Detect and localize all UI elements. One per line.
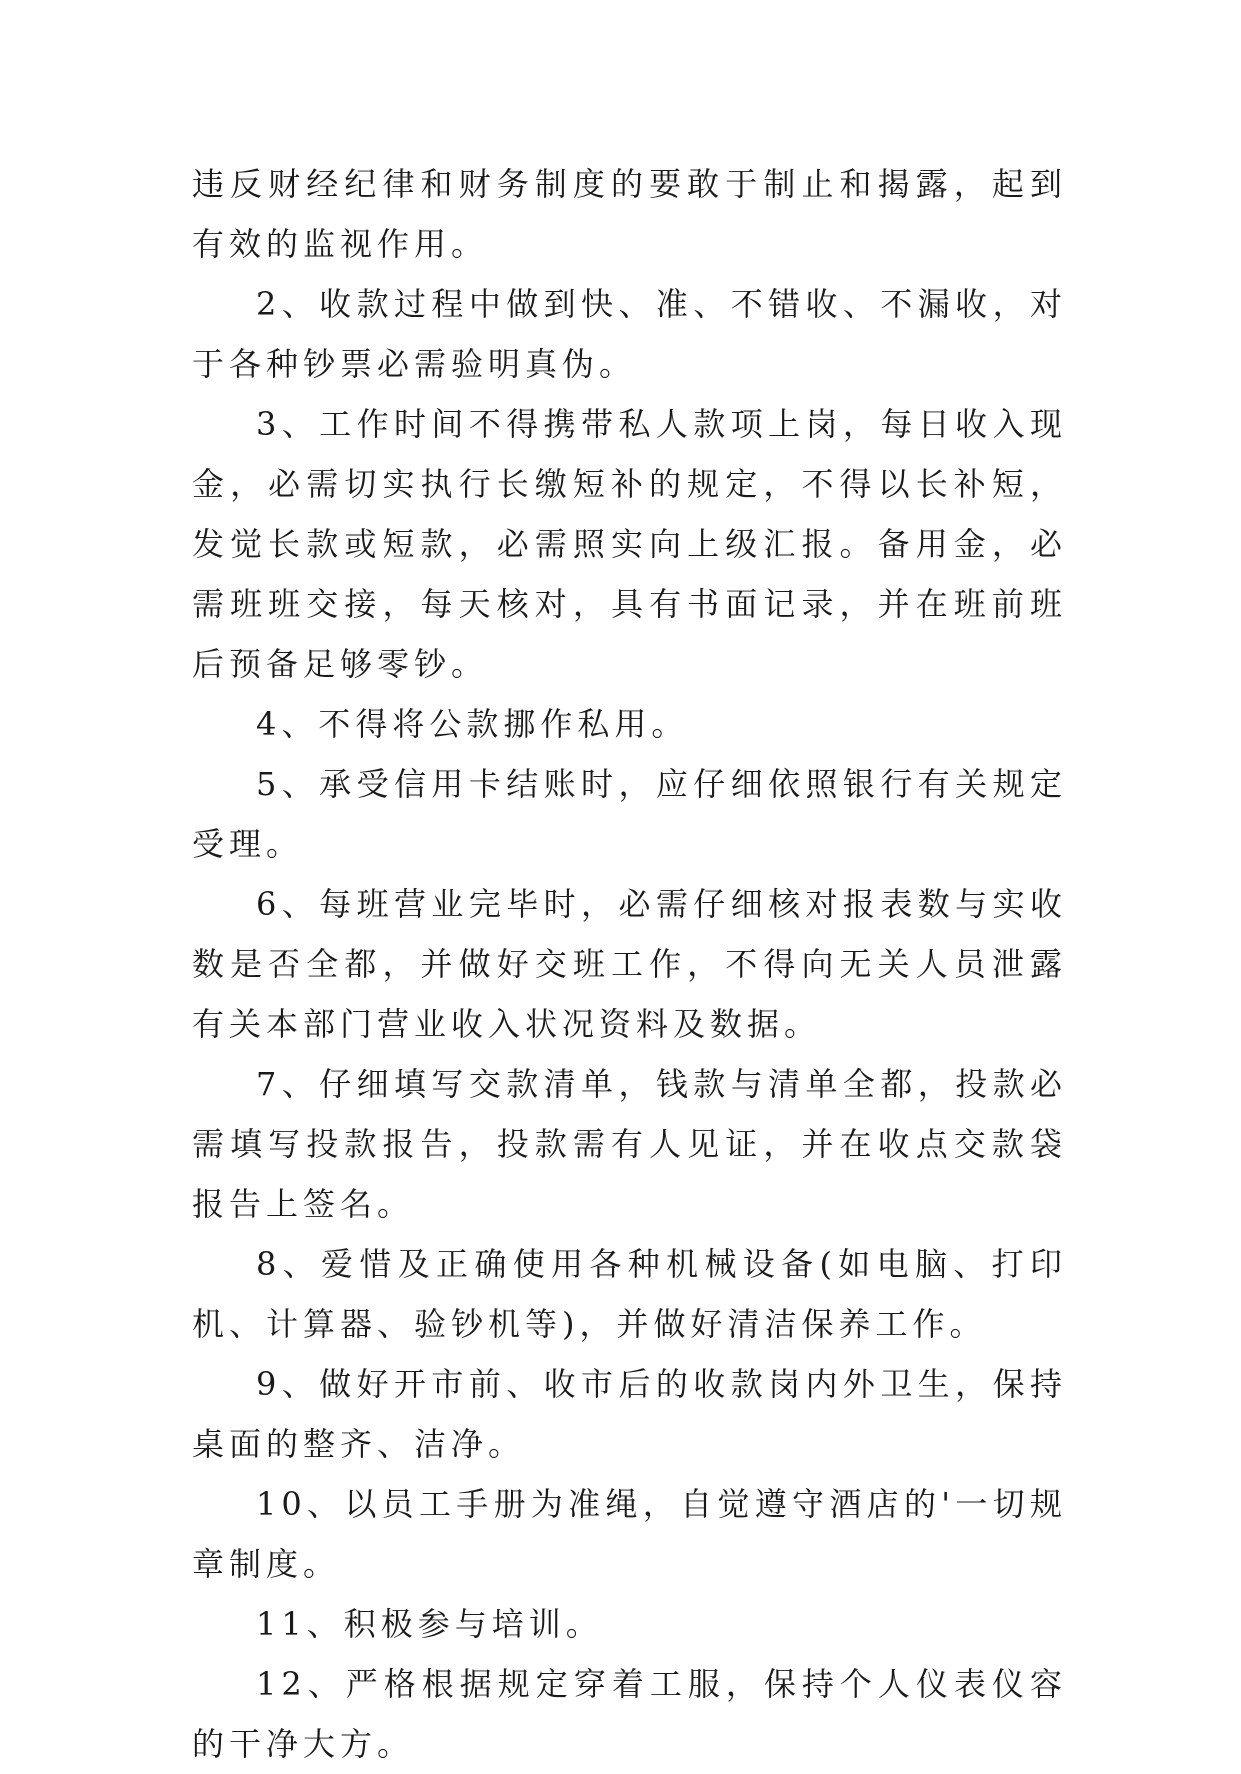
paragraph-item-6: 6、每班营业完毕时，必需仔细核对报表数与实收数是否全都，并做好交班工作，不得向无关人员泄露有关本部门营业收入状况资料及数据。 [192,885,1067,1043]
paragraph-item-5: 5、承受信用卡结账时，应仔细依照银行有关规定受理。 [192,765,1067,863]
paragraph-item-9: 9、做好开市前、收市后的收款岗内外卫生，保持桌面的整齐、洁净。 [192,1365,1067,1463]
paragraph-item-11: 11、积极参与培训。 [256,1605,603,1643]
paragraph-item-4: 4、不得将公款挪作私用。 [256,705,689,743]
paragraph-item-3: 3、工作时间不得携带私人款项上岗，每日收入现金，必需切实执行长缴短补的规定，不得以长补短，发觉长款或短款，必需照实向上级汇报。备用金，必需班班交接，每天核对，具有书面记录，并在班前班后预备足够零钞。 [192,405,1067,683]
paragraph-continuation: 违反财经纪律和财务制度的要敢于制止和揭露，起到有效的监视作用。 [192,165,1067,263]
paragraph-item-10: 10、以员工手册为准绳，自觉遵守酒店的'一切规章制度。 [192,1485,1067,1583]
document-body [192,154,1067,1774]
paragraph-item-12: 12、严格根据规定穿着工服，保持个人仪表仪容的干净大方。 [192,1665,1067,1763]
paragraph-item-2: 2、收款过程中做到快、准、不错收、不漏收，对于各种钞票必需验明真伪。 [192,285,1067,383]
paragraph-item-7: 7、仔细填写交款清单，钱款与清单全都，投款必需填写投款报告，投款需有人见证，并在收点交款袋报告上签名。 [192,1065,1067,1223]
paragraph-item-8: 8、爱惜及正确使用各种机械设备(如电脑、打印机、计算器、验钞机等)，并做好清洁保养工作。 [192,1245,1067,1343]
